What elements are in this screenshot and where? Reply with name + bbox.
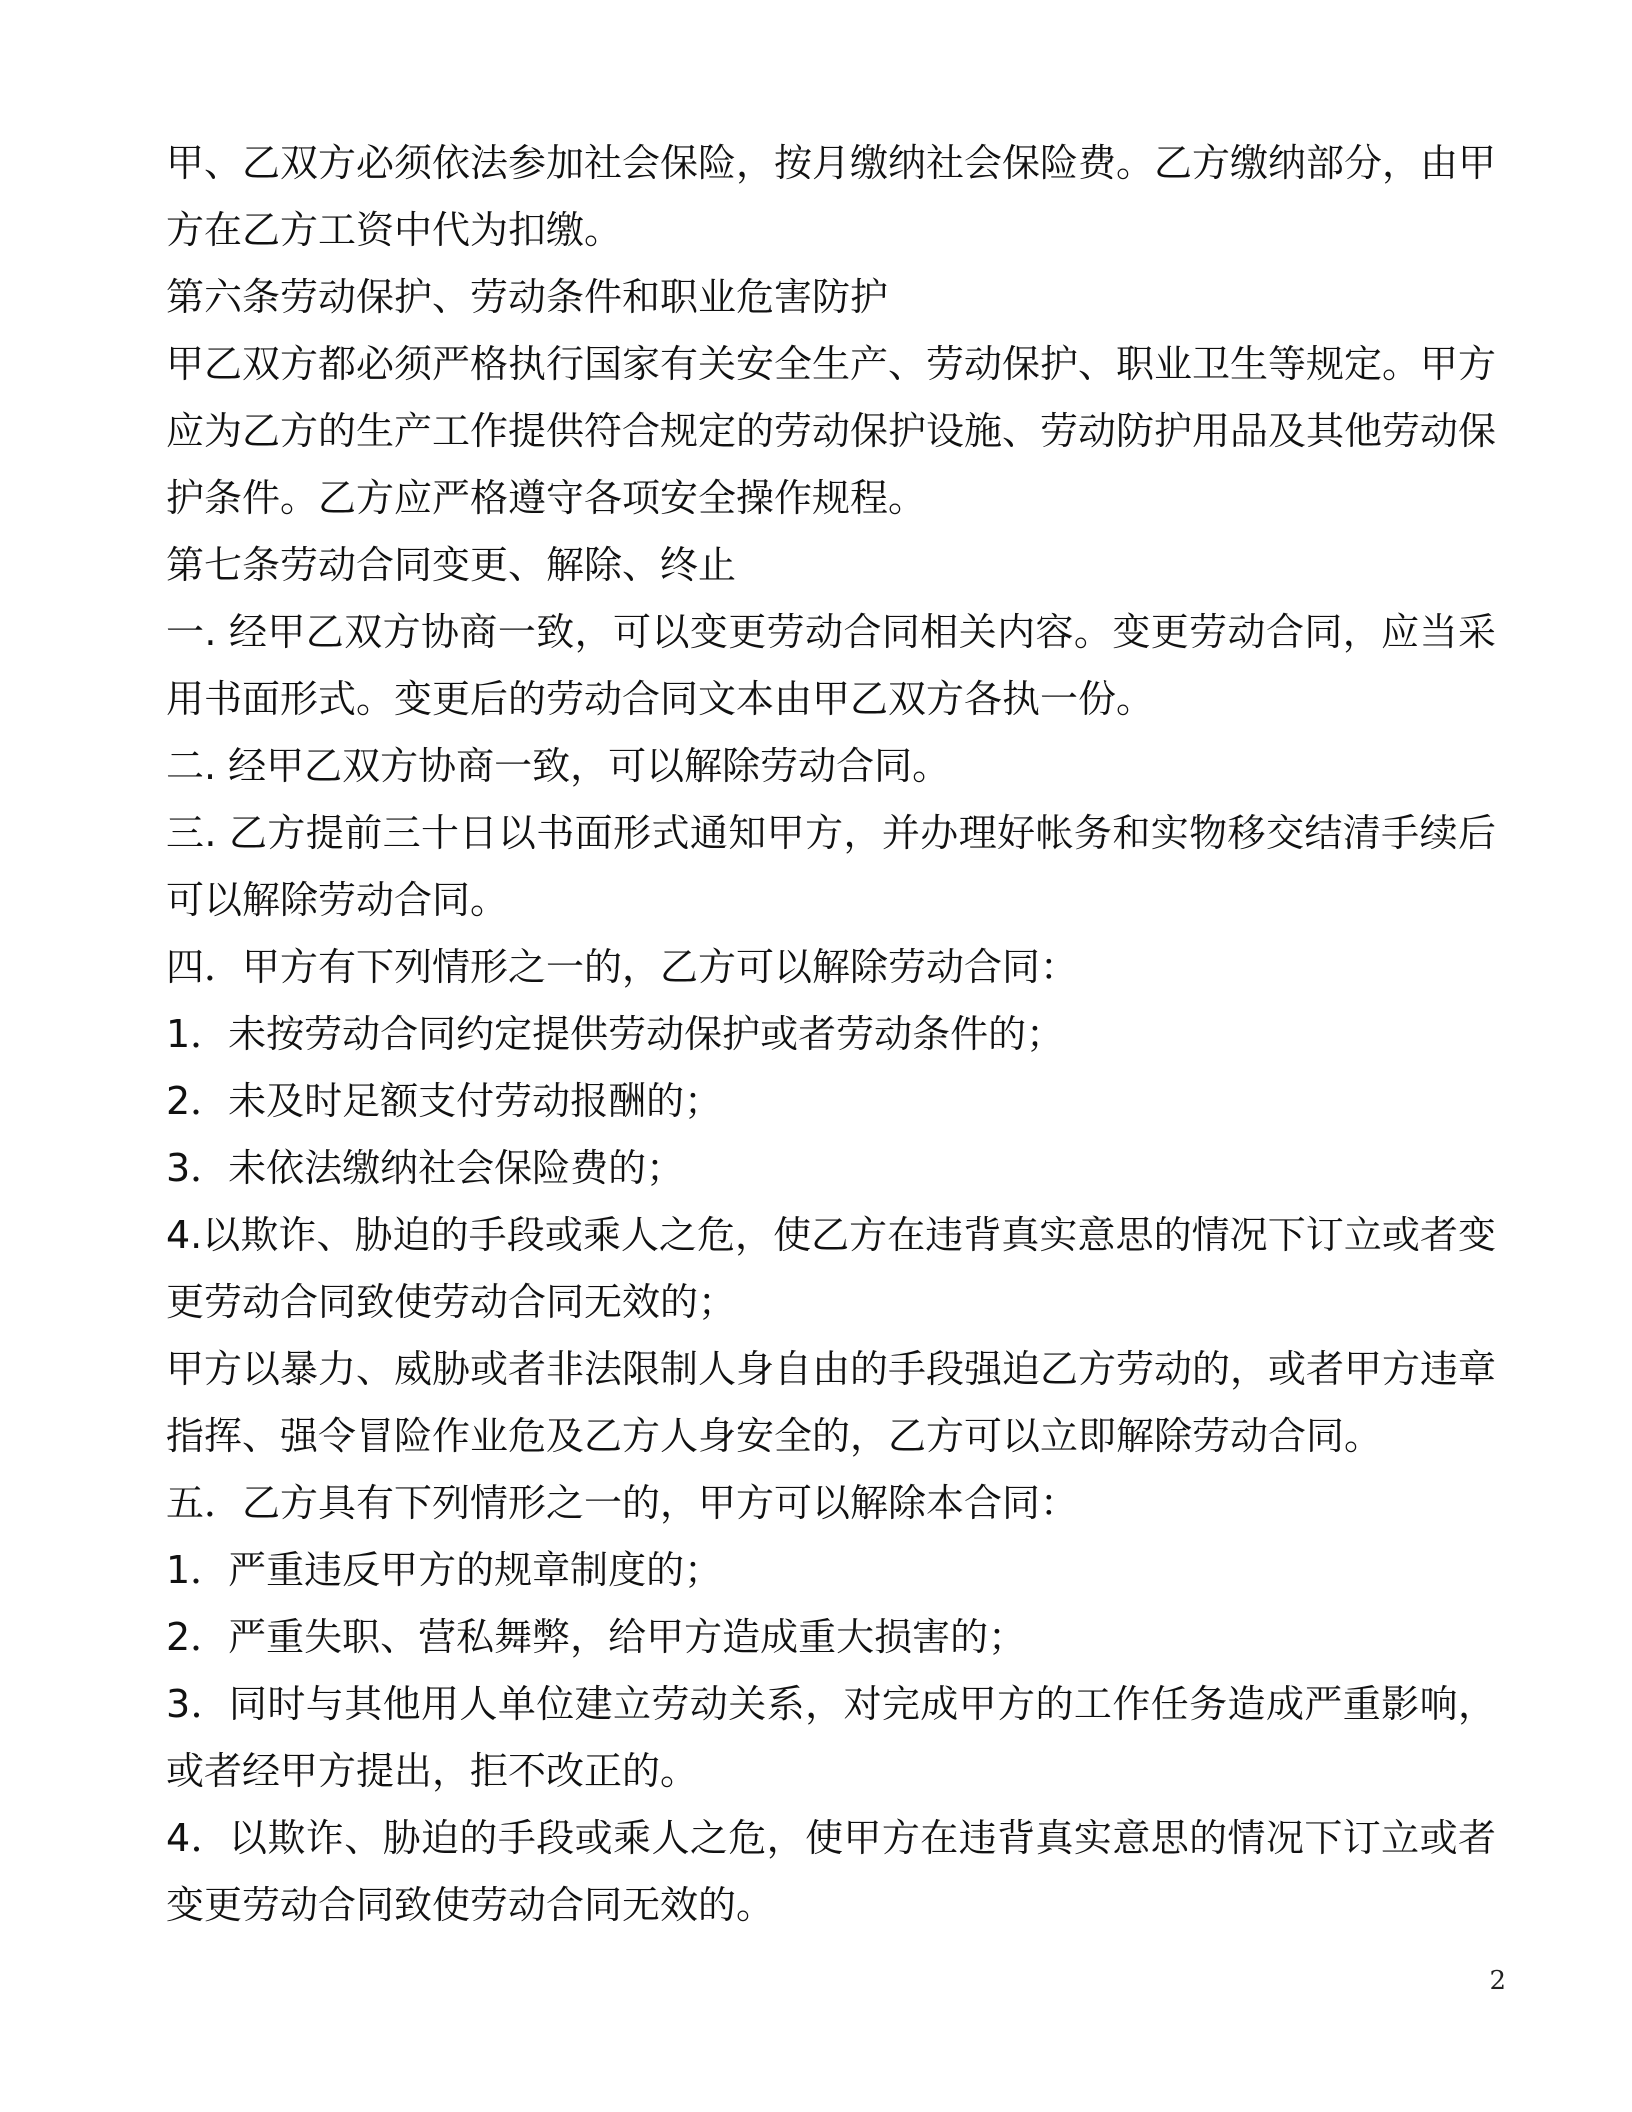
page-number: 2 xyxy=(1489,1966,1506,1996)
list-item-5-3: 3．同时与其他用人单位建立劳动关系，对完成甲方的工作任务造成严重影响，或者经甲方提出，拒不改正的。 xyxy=(166,1682,1496,1793)
list-item-5-1: 1．严重违反甲方的规章制度的； xyxy=(166,1548,723,1592)
list-item-4-4: 4.以欺诈、胁迫的手段或乘人之危，使乙方在违背真实意思的情况下订立或者变更劳动合同致使劳动合同无效的； xyxy=(166,1213,1496,1324)
document-body xyxy=(166,130,1496,1939)
list-item-5-4: 4．以欺诈、胁迫的手段或乘人之危，使甲方在违背真实意思的情况下订立或者变更劳动合同致使劳动合同无效的。 xyxy=(166,1816,1496,1927)
paragraph-item-3: 三. 乙方提前三十日以书面形式通知甲方，并办理好帐务和实物移交结清手续后可以解除劳动合同。 xyxy=(166,811,1496,922)
paragraph-labor-protection: 甲乙双方都必须严格执行国家有关安全生产、劳动保护、职业卫生等规定。甲方应为乙方的生产工作提供符合规定的劳动保护设施、劳动防护用品及其他劳动保护条件。乙方应严格遵守各项安全操作规程。 xyxy=(166,342,1497,520)
paragraph-immediate-termination: 甲方以暴力、威胁或者非法限制人身自由的手段强迫乙方劳动的，或者甲方违章指挥、强令冒险作业危及乙方人身安全的，乙方可以立即解除劳动合同。 xyxy=(166,1347,1497,1458)
paragraph-item-2: 二. 经甲乙双方协商一致，可以解除劳动合同。 xyxy=(166,744,951,788)
list-item-5-2: 2．严重失职、营私舞弊，给甲方造成重大损害的； xyxy=(166,1615,1027,1659)
list-item-4-3: 3．未依法缴纳社会保险费的； xyxy=(166,1146,685,1190)
heading-article-6: 第六条劳动保护、劳动条件和职业危害防护 xyxy=(166,275,889,319)
list-item-4-1: 1．未按劳动合同约定提供劳动保护或者劳动条件的； xyxy=(166,1012,1065,1056)
list-item-4-2: 2．未及时足额支付劳动报酬的； xyxy=(166,1079,723,1123)
paragraph-item-4: 四．甲方有下列情形之一的，乙方可以解除劳动合同： xyxy=(166,945,1079,989)
heading-article-7: 第七条劳动合同变更、解除、终止 xyxy=(166,543,737,587)
paragraph-item-1: 一. 经甲乙双方协商一致，可以变更劳动合同相关内容。变更劳动合同，应当采用书面形式。变更后的劳动合同文本由甲乙双方各执一份。 xyxy=(166,610,1496,721)
paragraph-item-5: 五．乙方具有下列情形之一的，甲方可以解除本合同： xyxy=(166,1481,1079,1525)
paragraph-social-insurance: 甲、乙双方必须依法参加社会保险，按月缴纳社会保险费。乙方缴纳部分，由甲方在乙方工资中代为扣缴。 xyxy=(166,141,1497,252)
